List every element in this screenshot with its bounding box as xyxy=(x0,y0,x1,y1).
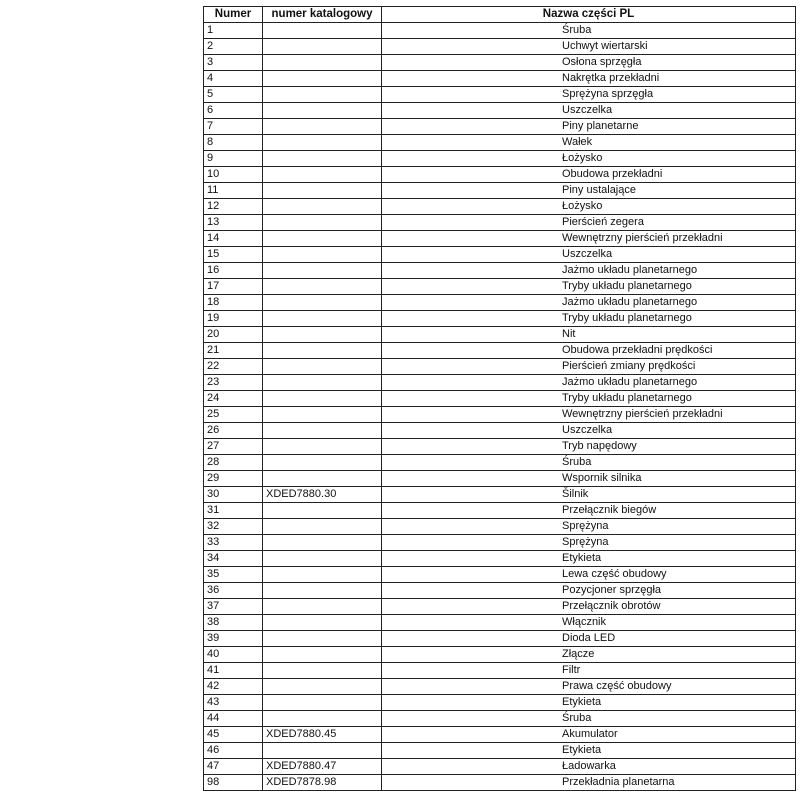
catalog-number-cell xyxy=(263,311,382,327)
part-name-cell: Sprężyna sprzęgła xyxy=(382,87,796,103)
part-number-cell: 38 xyxy=(204,615,263,631)
part-number-cell: 23 xyxy=(204,375,263,391)
table-row xyxy=(204,439,796,455)
part-name-cell: Sprężyna xyxy=(382,535,796,551)
table-row xyxy=(204,551,796,567)
part-name-cell: Złącze xyxy=(382,647,796,663)
part-number-cell: 43 xyxy=(204,695,263,711)
parts-table xyxy=(203,6,796,791)
catalog-number-cell xyxy=(263,119,382,135)
part-name-cell: Pierścień zmiany prędkości xyxy=(382,359,796,375)
part-name-cell: Wałek xyxy=(382,135,796,151)
table-row xyxy=(204,759,796,775)
catalog-number-cell xyxy=(263,279,382,295)
part-number-cell: 37 xyxy=(204,599,263,615)
table-row xyxy=(204,103,796,119)
catalog-number-cell xyxy=(263,135,382,151)
catalog-number-cell xyxy=(263,375,382,391)
catalog-number-cell xyxy=(263,327,382,343)
part-number-cell: 14 xyxy=(204,231,263,247)
part-number-cell: 32 xyxy=(204,519,263,535)
table-row xyxy=(204,359,796,375)
catalog-number-cell xyxy=(263,39,382,55)
catalog-number-cell xyxy=(263,647,382,663)
part-name-cell: Tryby układu planetarnego xyxy=(382,391,796,407)
table-row xyxy=(204,55,796,71)
part-name-cell: Tryby układu planetarnego xyxy=(382,279,796,295)
table-row xyxy=(204,167,796,183)
table-row xyxy=(204,631,796,647)
part-number-cell: 36 xyxy=(204,583,263,599)
part-name-cell: Jażmo układu planetarnego xyxy=(382,263,796,279)
part-name-cell: Pierścień zegera xyxy=(382,215,796,231)
part-number-cell: 46 xyxy=(204,743,263,759)
part-name-cell: Wspornik silnika xyxy=(382,471,796,487)
table-row xyxy=(204,327,796,343)
header-numer-katalogowy: numer katalogowy xyxy=(263,7,382,23)
part-number-cell: 6 xyxy=(204,103,263,119)
part-name-cell: Akumulator xyxy=(382,727,796,743)
catalog-number-cell xyxy=(263,695,382,711)
part-number-cell: 20 xyxy=(204,327,263,343)
catalog-number-cell xyxy=(263,519,382,535)
part-name-cell: Łożysko xyxy=(382,151,796,167)
catalog-number-cell xyxy=(263,471,382,487)
catalog-number-cell xyxy=(263,551,382,567)
part-name-cell: Przełącznik obrotów xyxy=(382,599,796,615)
part-name-cell: Tryby układu planetarnego xyxy=(382,311,796,327)
table-row xyxy=(204,663,796,679)
catalog-number-cell xyxy=(263,151,382,167)
table-row xyxy=(204,135,796,151)
table-row xyxy=(204,615,796,631)
table-row xyxy=(204,311,796,327)
table-row xyxy=(204,151,796,167)
table-row xyxy=(204,407,796,423)
table-row xyxy=(204,535,796,551)
catalog-number-cell xyxy=(263,503,382,519)
table-row xyxy=(204,583,796,599)
catalog-number-cell: XDED7878.98 xyxy=(263,775,382,791)
part-name-cell: Nit xyxy=(382,327,796,343)
catalog-number-cell xyxy=(263,439,382,455)
part-name-cell: Śruba xyxy=(382,455,796,471)
table-row xyxy=(204,567,796,583)
table-row xyxy=(204,295,796,311)
part-number-cell: 25 xyxy=(204,407,263,423)
part-number-cell: 34 xyxy=(204,551,263,567)
part-number-cell: 44 xyxy=(204,711,263,727)
table-row xyxy=(204,71,796,87)
catalog-number-cell xyxy=(263,167,382,183)
part-number-cell: 40 xyxy=(204,647,263,663)
part-name-cell: Dioda LED xyxy=(382,631,796,647)
part-name-cell: Jażmo układu planetarnego xyxy=(382,295,796,311)
catalog-number-cell xyxy=(263,455,382,471)
part-number-cell: 39 xyxy=(204,631,263,647)
part-number-cell: 42 xyxy=(204,679,263,695)
table-row xyxy=(204,391,796,407)
part-name-cell: Śruba xyxy=(382,711,796,727)
table-row xyxy=(204,231,796,247)
part-number-cell: 24 xyxy=(204,391,263,407)
catalog-number-cell: XDED7880.47 xyxy=(263,759,382,775)
catalog-number-cell xyxy=(263,407,382,423)
table-row xyxy=(204,503,796,519)
table-row xyxy=(204,743,796,759)
catalog-number-cell xyxy=(263,423,382,439)
catalog-number-cell xyxy=(263,359,382,375)
table-row xyxy=(204,455,796,471)
part-name-cell: Sprężyna xyxy=(382,519,796,535)
part-name-cell: Uszczelka xyxy=(382,103,796,119)
catalog-number-cell xyxy=(263,199,382,215)
part-number-cell: 29 xyxy=(204,471,263,487)
part-name-cell: Uchwyt wiertarski xyxy=(382,39,796,55)
table-row xyxy=(204,87,796,103)
table-row xyxy=(204,279,796,295)
part-number-cell: 28 xyxy=(204,455,263,471)
part-number-cell: 18 xyxy=(204,295,263,311)
part-name-cell: Uszczelka xyxy=(382,247,796,263)
part-name-cell: Etykieta xyxy=(382,551,796,567)
part-number-cell: 7 xyxy=(204,119,263,135)
table-row xyxy=(204,39,796,55)
catalog-number-cell xyxy=(263,295,382,311)
part-number-cell: 8 xyxy=(204,135,263,151)
part-number-cell: 30 xyxy=(204,487,263,503)
part-number-cell: 22 xyxy=(204,359,263,375)
catalog-number-cell xyxy=(263,743,382,759)
table-row xyxy=(204,199,796,215)
part-number-cell: 11 xyxy=(204,183,263,199)
table-row xyxy=(204,343,796,359)
catalog-number-cell xyxy=(263,71,382,87)
part-number-cell: 26 xyxy=(204,423,263,439)
table-row xyxy=(204,215,796,231)
table-row xyxy=(204,423,796,439)
part-number-cell: 13 xyxy=(204,215,263,231)
table-row xyxy=(204,183,796,199)
catalog-number-cell xyxy=(263,599,382,615)
catalog-number-cell xyxy=(263,615,382,631)
catalog-number-cell xyxy=(263,631,382,647)
table-row xyxy=(204,23,796,39)
part-name-cell: Piny ustalające xyxy=(382,183,796,199)
part-name-cell: Ładowarka xyxy=(382,759,796,775)
catalog-number-cell xyxy=(263,263,382,279)
part-number-cell: 10 xyxy=(204,167,263,183)
table-row xyxy=(204,599,796,615)
part-name-cell: Filtr xyxy=(382,663,796,679)
part-name-cell: Lewa część obudowy xyxy=(382,567,796,583)
part-number-cell: 47 xyxy=(204,759,263,775)
part-number-cell: 21 xyxy=(204,343,263,359)
catalog-number-cell xyxy=(263,231,382,247)
part-name-cell: Włącznik xyxy=(382,615,796,631)
catalog-number-cell xyxy=(263,23,382,39)
part-name-cell: Tryb napędowy xyxy=(382,439,796,455)
part-name-cell: Piny planetarne xyxy=(382,119,796,135)
part-name-cell: Obudowa przekładni prędkości xyxy=(382,343,796,359)
table-row xyxy=(204,647,796,663)
table-row xyxy=(204,375,796,391)
table-header xyxy=(204,7,796,23)
catalog-number-cell xyxy=(263,55,382,71)
part-name-cell: Etykieta xyxy=(382,743,796,759)
part-number-cell: 45 xyxy=(204,727,263,743)
part-number-cell: 9 xyxy=(204,151,263,167)
table-row xyxy=(204,471,796,487)
part-number-cell: 35 xyxy=(204,567,263,583)
table-row xyxy=(204,679,796,695)
part-number-cell: 3 xyxy=(204,55,263,71)
header-nazwa-czesci: Nazwa części PL xyxy=(382,7,796,23)
catalog-number-cell xyxy=(263,663,382,679)
part-number-cell: 2 xyxy=(204,39,263,55)
part-name-cell: Prawa część obudowy xyxy=(382,679,796,695)
part-number-cell: 33 xyxy=(204,535,263,551)
part-name-cell: Przełącznik biegów xyxy=(382,503,796,519)
part-number-cell: 41 xyxy=(204,663,263,679)
catalog-number-cell xyxy=(263,103,382,119)
catalog-number-cell xyxy=(263,215,382,231)
part-number-cell: 1 xyxy=(204,23,263,39)
table-row xyxy=(204,247,796,263)
catalog-number-cell: XDED7880.30 xyxy=(263,487,382,503)
part-number-cell: 27 xyxy=(204,439,263,455)
table-row xyxy=(204,263,796,279)
part-number-cell: 31 xyxy=(204,503,263,519)
part-number-cell: 15 xyxy=(204,247,263,263)
part-number-cell: 5 xyxy=(204,87,263,103)
catalog-number-cell xyxy=(263,87,382,103)
catalog-number-cell xyxy=(263,567,382,583)
part-number-cell: 16 xyxy=(204,263,263,279)
part-name-cell: Šilnik xyxy=(382,487,796,503)
table-body xyxy=(204,23,796,791)
part-name-cell: Osłona sprzęgła xyxy=(382,55,796,71)
catalog-number-cell xyxy=(263,247,382,263)
table-row xyxy=(204,727,796,743)
header-row xyxy=(204,7,796,23)
catalog-number-cell xyxy=(263,679,382,695)
part-name-cell: Uszczelka xyxy=(382,423,796,439)
table-row xyxy=(204,119,796,135)
part-name-cell: Wewnętrzny pierścień przekładni xyxy=(382,231,796,247)
catalog-number-cell xyxy=(263,391,382,407)
part-name-cell: Pozycjoner sprzęgła xyxy=(382,583,796,599)
part-name-cell: Nakrętka przekładni xyxy=(382,71,796,87)
part-number-cell: 4 xyxy=(204,71,263,87)
part-name-cell: Etykieta xyxy=(382,695,796,711)
table-row xyxy=(204,487,796,503)
table-row xyxy=(204,695,796,711)
part-name-cell: Śruba xyxy=(382,23,796,39)
part-number-cell: 98 xyxy=(204,775,263,791)
catalog-number-cell xyxy=(263,711,382,727)
part-name-cell: Przekładnia planetarna xyxy=(382,775,796,791)
catalog-number-cell xyxy=(263,183,382,199)
table-row xyxy=(204,519,796,535)
catalog-number-cell xyxy=(263,535,382,551)
part-name-cell: Jażmo układu planetarnego xyxy=(382,375,796,391)
part-number-cell: 17 xyxy=(204,279,263,295)
part-number-cell: 12 xyxy=(204,199,263,215)
part-name-cell: Obudowa przekładni xyxy=(382,167,796,183)
table-row xyxy=(204,711,796,727)
part-number-cell: 19 xyxy=(204,311,263,327)
catalog-number-cell xyxy=(263,343,382,359)
part-name-cell: Łożysko xyxy=(382,199,796,215)
catalog-number-cell: XDED7880.45 xyxy=(263,727,382,743)
part-name-cell: Wewnętrzny pierścień przekładni xyxy=(382,407,796,423)
catalog-number-cell xyxy=(263,583,382,599)
table-row xyxy=(204,775,796,791)
header-numer: Numer xyxy=(204,7,263,23)
